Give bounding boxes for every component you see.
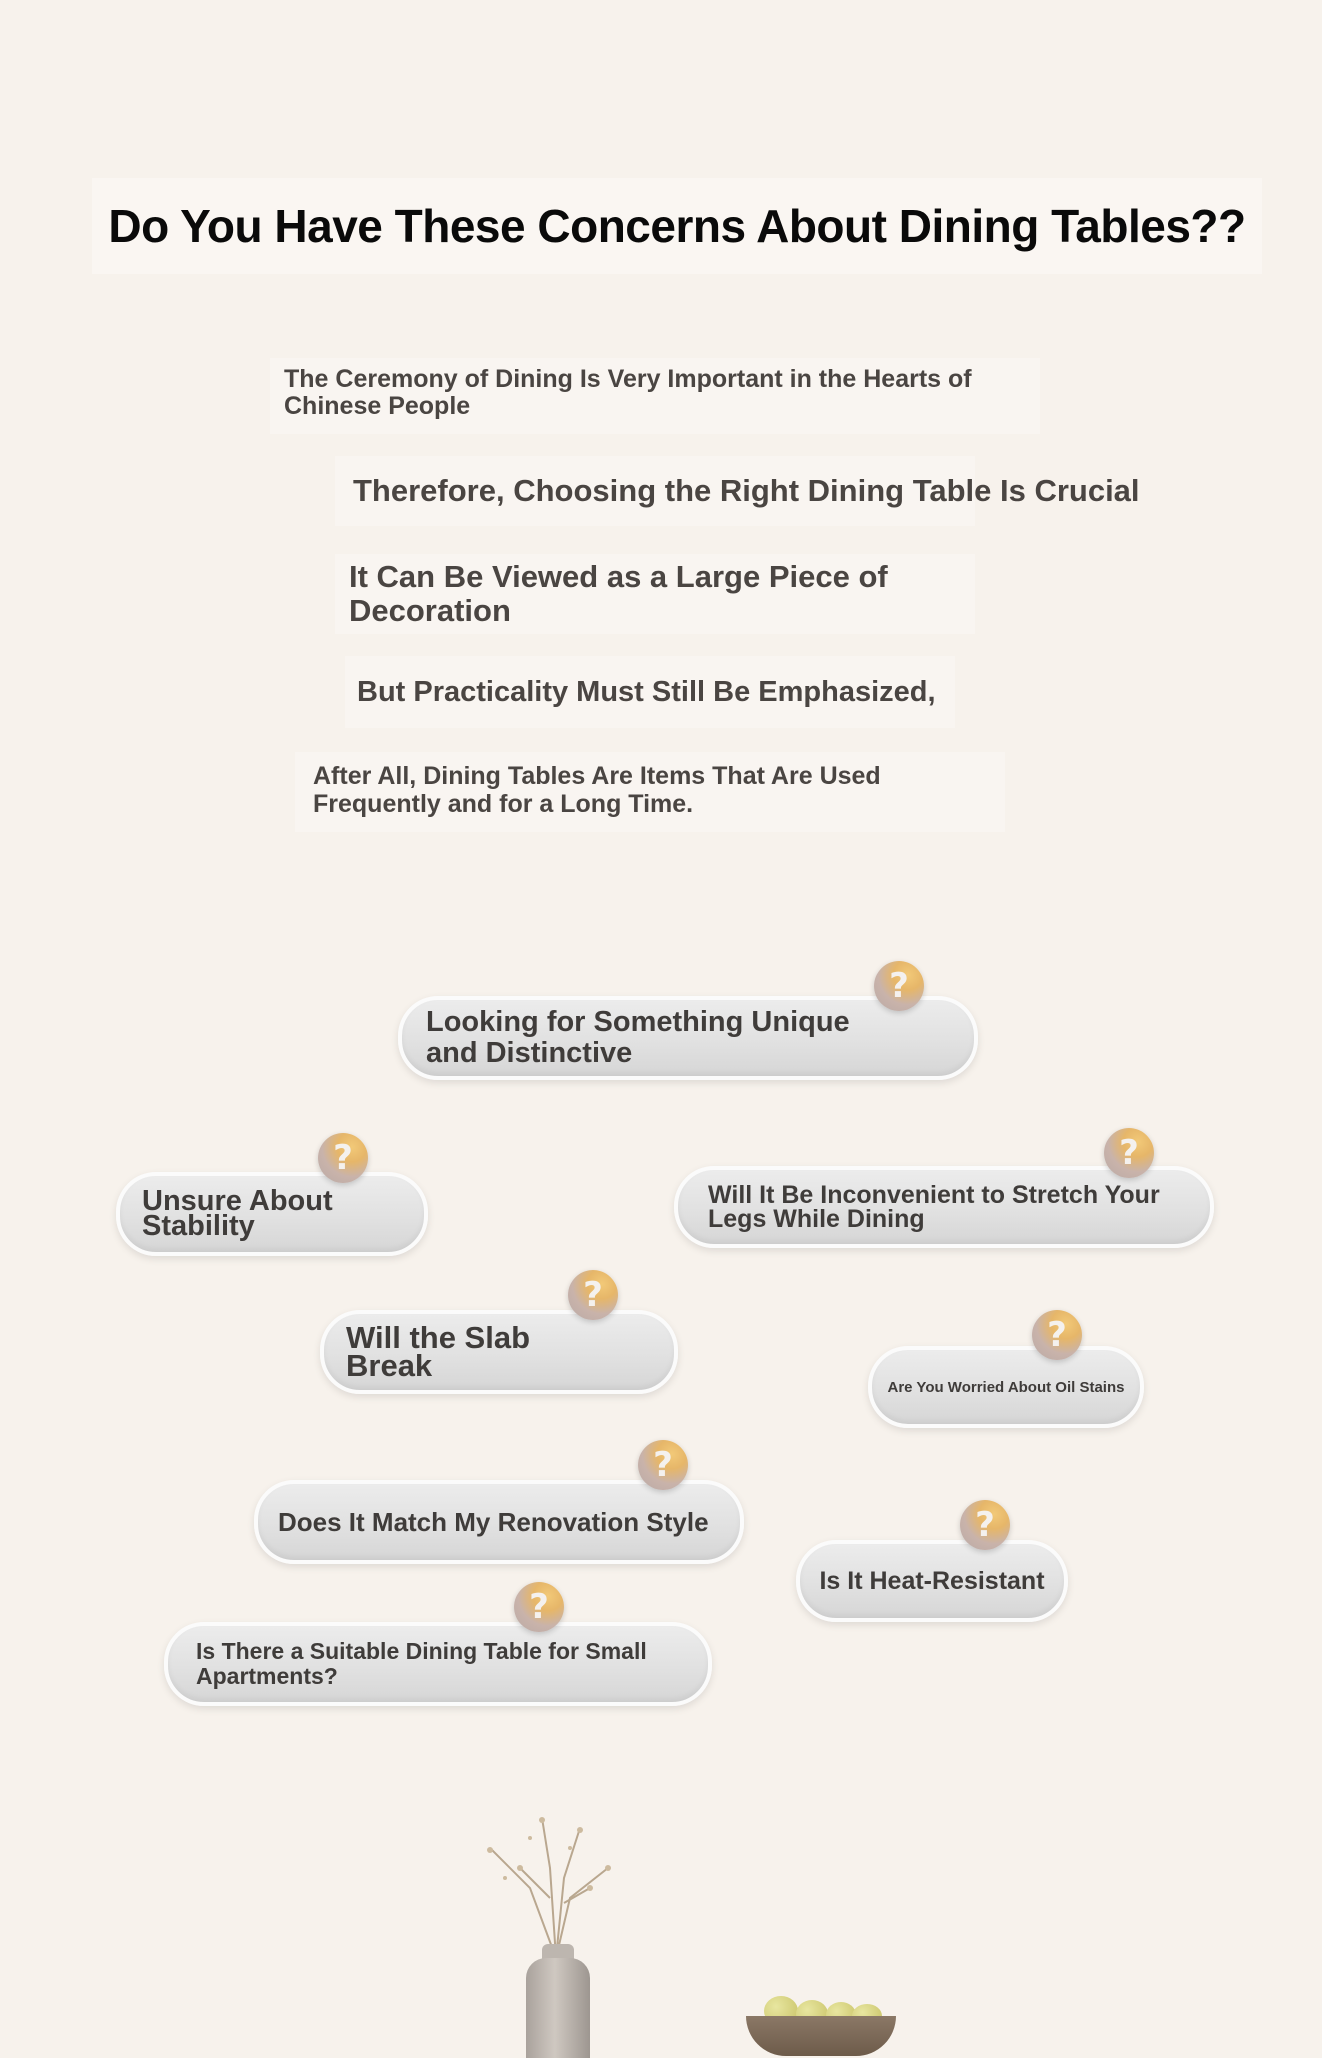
concern-label: Looking for Something Unique and Distinctive (426, 1006, 850, 1069)
page-title: Do You Have These Concerns About Dining Tables?? (92, 178, 1262, 274)
intro-line-5: After All, Dining Tables Are Items That Are Used Frequently and for a Long Time. (295, 752, 1005, 832)
vase-illustration (526, 1958, 590, 2058)
concern-label: Are You Worried About Oil Stains (887, 1378, 1125, 1396)
intro-line-4: But Practicality Must Still Be Emphasized, (345, 656, 955, 728)
question-mark-icon: ? (1104, 1128, 1154, 1178)
concern-legroom-pill (674, 1166, 1214, 1248)
concern-slab-pill (320, 1310, 678, 1394)
concern-label: Will It Be Inconvenient to Stretch Your Legs While Dining (708, 1181, 1160, 1233)
question-mark-icon: ? (638, 1440, 688, 1490)
intro-line-3: It Can Be Viewed as a Large Piece of Decoration (335, 554, 975, 634)
concern-label: Will the Slab Break (346, 1320, 531, 1383)
fruit-bowl-illustration (746, 2016, 896, 2056)
question-mark-icon: ? (514, 1582, 564, 1632)
concern-label: Is It Heat-Resistant (819, 1566, 1045, 1595)
dried-branches-illustration (460, 1808, 620, 1958)
concern-label: Is There a Suitable Dining Table for Small Apartments? (196, 1638, 647, 1689)
concern-small-apartments-pill (164, 1622, 712, 1706)
intro-line-1: The Ceremony of Dining Is Very Important in the Hearts of Chinese People (270, 358, 1040, 434)
concern-label: Does It Match My Renovation Style (278, 1506, 709, 1537)
intro-line-2: Therefore, Choosing the Right Dining Table Is Crucial (335, 456, 975, 526)
question-mark-icon: ? (960, 1500, 1010, 1550)
concern-label: Unsure About Stability (142, 1185, 333, 1242)
concern-style-pill (254, 1480, 744, 1564)
question-mark-icon: ? (318, 1133, 368, 1183)
question-mark-icon: ? (874, 961, 924, 1011)
concern-stability-pill (116, 1172, 428, 1256)
concern-oil-stains-pill (868, 1346, 1144, 1428)
question-mark-icon: ? (568, 1270, 618, 1320)
question-mark-icon: ? (1032, 1310, 1082, 1360)
concern-heat-pill (796, 1540, 1068, 1622)
